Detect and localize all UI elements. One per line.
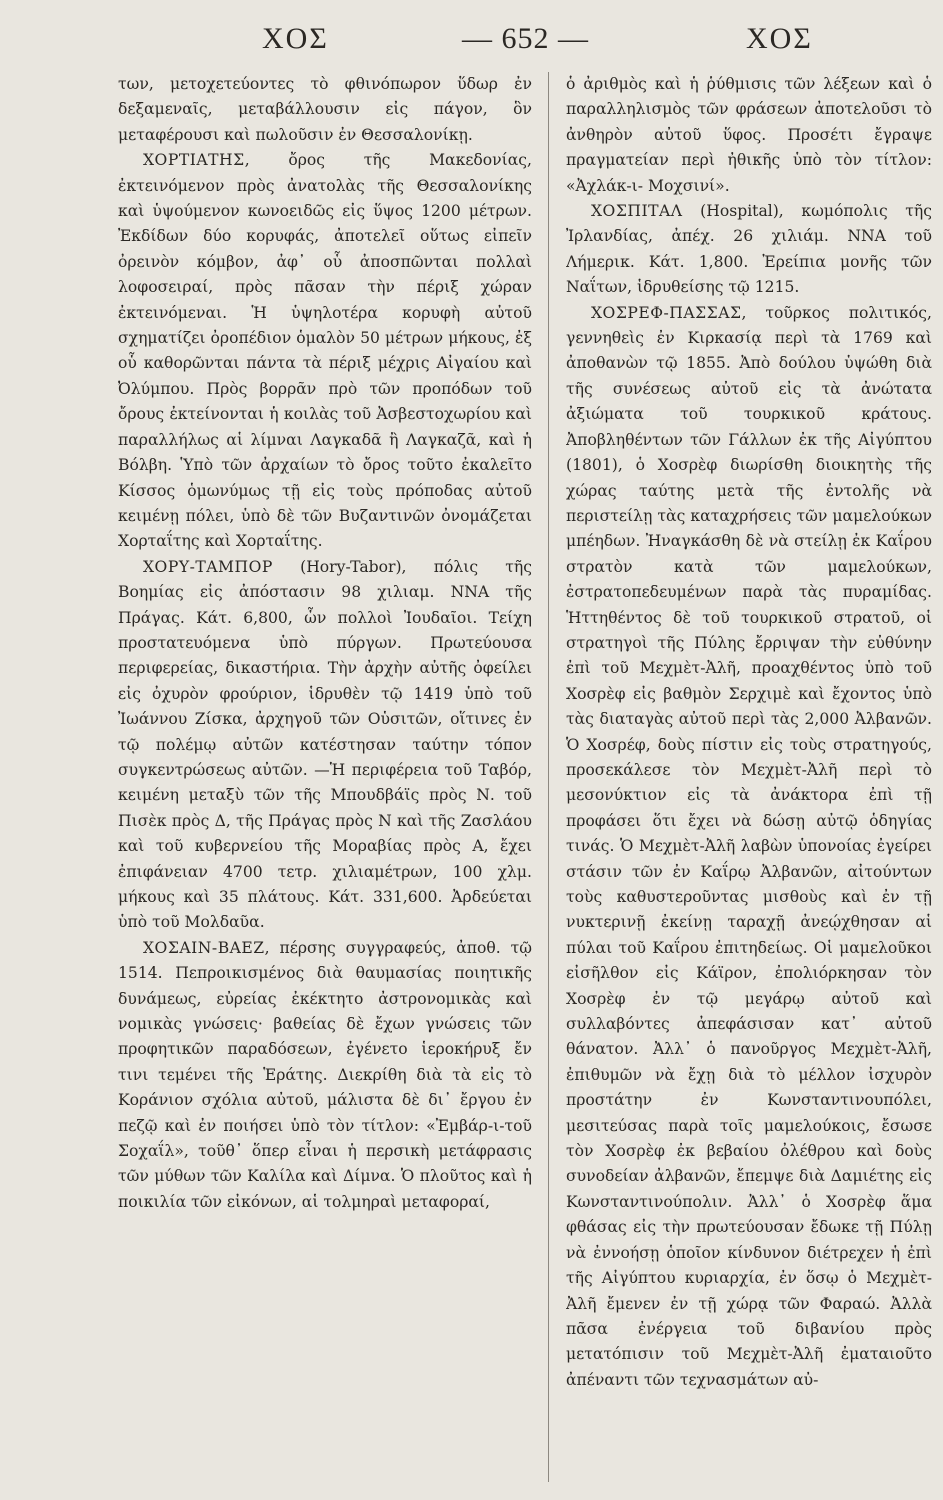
entry-text: των, μετοχετεύοντες τὸ φθινόπωρον ὕδωρ ἐν δεξαμεναῖς, μεταβάλλουσιν εἰς πάγον, ὃν μεταφέρουσι καὶ πωλοῦσιν ἐν Θεσσαλονίκῃ. — [118, 75, 532, 144]
entry-headword: ΧΟΣΠΙΤΑΛ — [590, 202, 683, 221]
entry-continuation — [118, 72, 532, 148]
entry-hory-tabor — [118, 555, 532, 936]
column-divider — [548, 72, 549, 1482]
entry-hosref-pasha — [566, 301, 932, 1393]
entry-text: (Hospital), κωμόπολις τῆς Ἰρλανδίας, ἀπέχ. 26 χιλιάμ. ΝΝΑ τοῦ Λήμερικ. Κάτ. 1,800. Ἐρείπια μονῆς τῶν Ναΐτων, ἱδρυθείσης τῷ 1215. — [566, 202, 932, 297]
header-right-keyword: ΧΟΣ — [746, 22, 813, 55]
entry-hortiatis — [118, 148, 532, 555]
right-column — [566, 72, 932, 1490]
header-left-keyword: ΧΟΣ — [262, 22, 329, 55]
page-number: — 652 — — [462, 22, 589, 55]
entry-text: , τοῦρκος πολιτικός, γεννηθεὶς ἐν Κιρκασίᾳ περὶ τὰ 1769 καὶ ἀποθανὼν τῷ 1855. Ἀπὸ δούλου ὑψώθη διὰ τῆς συνέσεως αὐτοῦ εἰς τὰ ἀνώτατα ἀξιώματα τοῦ τουρκικοῦ κράτους. Ἀποβληθέντων τῶν Γάλλων ἐκ τῆς Αἰγύπτου (1801), ὁ Χοσρὲφ διωρίσθη διοικητὴς τῆς χώρας ταύτης μετὰ τῆς ἐντολῆς νὰ περιστείλῃ τὰς καταχρήσεις τῶν μαμελούκων μπέηδων. Ἠναγκάσθη δὲ νὰ στείλῃ ἐκ Καΐρου στρατὸν κατὰ τῶν μαμελούκων, ἐστρατοπεδευμένων παρὰ τὰς πυραμίδας. Ἡττηθέντος δὲ τοῦ τουρκικοῦ στρατοῦ, οἱ στρατηγοὶ τῆς Πύλης ἔρριψαν τὴν εὐθύνην ἐπὶ τοῦ Μεχμὲτ-Ἀλῆ, προαχθέντος ὑπὸ τοῦ Χοσρὲφ εἰς βαθμὸν Σερχιμὲ καὶ ἔχοντος ὑπὸ τὰς διαταγὰς αὐτοῦ περὶ τὰς 2,000 Ἀλβανῶν. Ὁ Χοσρέφ, δοὺς πίστιν εἰς τοὺς στρατηγούς, προσεκάλεσε τὸν Μεχμὲτ-Ἀλῆ περὶ τὸ μεσονύκτιον εἰς τὰ ἀνάκτορα ἐπὶ τῇ προφάσει ὅτι ἔχει νὰ δώσῃ αὐτῷ ὁδηγίας τινάς. Ὁ Μεχμὲτ-Ἀλῆ λαβὼν ὑπονοίας ἐγείρει στάσιν τῶν ἐν Καΐρῳ Ἀλβανῶν, αἰτούντων τοὺς καθυστεροῦντας μισθοὺς καὶ ἐν τῇ νυκτερινῇ ἐκείνῃ ταραχῇ ἀνεῴχθησαν αἱ πύλαι τοῦ Καΐρου ἐπιτηδείως. Οἱ μαμελοῦκοι εἰσῆλθον εἰς Κάϊρον, ἐπολιόρκησαν τὸν Χοσρὲφ ἐν τῷ μεγάρῳ αὐτοῦ καὶ συλλαβόντες ἀπεφάσισαν κατ᾽ αὐτοῦ θάνατον. Ἀλλ᾽ ὁ πανοῦργος Μεχμὲτ-Ἀλῆ, ἐπιθυμῶν νὰ ἔχῃ διὰ τὸ μέλλον ἰσχυρὸν προστάτην ἐν Κωνσταντινουπόλει, μεσιτεύσας παρὰ τοῖς μαμελούκοις, ἔσωσε τὸν Χοσρὲφ ἐκ βεβαίου ὀλέθρου καὶ δοὺς συνοδείαν ἀλβανῶν, ἔπεμψε διὰ Δαμιέτης εἰς Κωνσταντινούπολιν. Ἀλλ᾽ ὁ Χοσρὲφ ἅμα φθάσας εἰς τὴν πρωτεύουσαν ἔδωκε τῇ Πύλῃ νὰ ἐννοήσῃ ὁποῖον κίνδυνον διέτρεχεν ἡ ἐπὶ τῆς Αἰγύπτου κυριαρχία, ἐν ὅσῳ ὁ Μεχμὲτ-Ἀλῆ ἔμενεν ἐν τῇ χώρᾳ τῶν Φαραώ. Ἀλλὰ πᾶσα ἐνέργεια τοῦ διβανίου πρὸς μετατόπισιν τοῦ Μεχμὲτ-Ἀλῆ ἐματαιοῦτο ἀπέναντι τῶν τεχνασμάτων αὐ- — [566, 303, 932, 1389]
page-header — [0, 22, 943, 62]
entry-text: (Hory-Tabor), πόλις τῆς Βοημίας εἰς ἀπόστασιν 98 χιλιαμ. ΝΝΑ τῆς Πράγας. Κάτ. 6,800, ὧν πολλοὶ Ἰουδαῖοι. Τείχη προστατευόμενα ὑπὸ πύργων. Πρωτεύουσα περιφερείας, δικαστήρια. Τὴν ἀρχὴν αὐτῆς ὀφείλει εἰς ὀχυρὸν φρούριον, ἱδρυθὲν τῷ 1419 ὑπὸ τοῦ Ἰωάννου Ζίσκα, ἀρχηγοῦ τῶν Οὑσιτῶν, οἵτινες ἐν τῷ πολέμῳ αὐτῶν κατέστησαν ταύτην τόπον συγκεντρώσεως αὐτῶν. —Ἡ περιφέρεια τοῦ Ταβόρ, κειμένη μεταξὺ τῶν τῆς Μπουδβάϊς πρὸς Ν. τοῦ Πισὲκ πρὸς Δ, τῆς Πράγας πρὸς Ν καὶ τῆς Ζασλάου καὶ τοῦ κυβερνείου τῆς Μοραβίας πρὸς Α, ἔχει ἐπιφάνειαν 4700 τετρ. χιλιαμέτρων, 100 χλμ. μήκους καὶ 35 πλάτους. Κάτ. 331,600. Ἀρδεύεται ὑπὸ τοῦ Μολδαῦα. — [118, 557, 532, 932]
entry-continuation — [566, 72, 932, 199]
entry-headword: ΧΟΣΑΙΝ-ΒΑΕΖ — [142, 938, 265, 957]
entry-hosain-baez — [118, 936, 532, 1215]
entry-headword: ΧΟΡΥ-ΤΑΜΠΟΡ — [142, 557, 273, 576]
entry-headword: ΧΟΡΤΙΑΤΗΣ — [142, 151, 245, 170]
entry-text: , ὄρος τῆς Μακεδονίας, ἐκτεινόμενον πρὸς ἀνατολὰς τῆς Θεσσαλονίκης καὶ ὑψούμενον κωνοειδῶς εἰς ὕψος 1200 μέτρων. Ἐκδίδων δύο κορυφάς, ἀποτελεῖ οὕτως εἰπεῖν ὀρεινὸν κόμβον, ἀφ᾽ οὗ ἀποσπῶνται πολλαὶ λοφοσειραί, πρὸς πᾶσαν τὴν πέριξ χώραν ἐκτεινόμεναι. Ἡ ὑψηλοτέρα κορυφὴ αὐτοῦ σχηματίζει ὀροπέδιον ὁμαλὸν 50 μέτρων μήκους, ἐξ οὗ καθορῶνται πάντα τὰ πέριξ μέχρις Αἰγαίου καὶ Ὀλύμπου. Πρὸς βορρᾶν πρὸ τῶν προπόδων τοῦ ὄρους ἐκτείνονται ἡ κοιλὰς τοῦ Ἀσβεστοχωρίου καὶ παραλλήλως αἱ λίμναι Λαγκαδᾶ ἢ Λαγκαζᾶ, καὶ ἡ Βόλβη. Ὑπὸ τῶν ἀρχαίων τὸ ὄρος τοῦτο ἐκαλεῖτο Κίσσος ὁμωνύμως τῇ εἰς τοὺς πρόποδας αὐτοῦ κειμένῃ πόλει, ὑπὸ δὲ τῶν Βυζαντινῶν ὀνομάζεται Χορταΐτης καὶ Χορταΐτης. — [118, 151, 532, 551]
entry-hospital — [566, 199, 932, 301]
left-column — [118, 72, 532, 1490]
entry-text: , πέρσης συγγραφεύς, ἀποθ. τῷ 1514. Πεπροικισμένος διὰ θαυμασίας ποιητικῆς δυνάμεως, εὐρείας ἐκέκτητο ἀστρονομικὰς καὶ νομικὰς γνώσεις· βαθείας δὲ ἔχων γνώσεις τῶν προφητικῶν παραδόσεων, ἐγένετο ἱεροκήρυξ ἔν τινι τεμένει τῆς Ἑράτης. Διεκρίθη διὰ τὰ εἰς τὸ Κοράνιον σχόλια αὐτοῦ, μάλιστα δὲ δι᾽ ἔργου ἐν πεζῷ καὶ ἐν ποιήσει ὑπὸ τὸν τίτλον: «Ἐμβάρ-ι-τοῦ Σοχαΐλ», τοῦθ᾽ ὅπερ εἶναι ἡ περσικὴ μετάφρασις τῶν μύθων τῶν Καλίλα καὶ Δίμνα. Ὁ πλοῦτος καὶ ἡ ποικιλία τῶν εἰκόνων, αἱ τολμηραὶ μεταφοραί, — [118, 938, 532, 1211]
entry-text: ὁ ἀριθμὸς καὶ ἡ ῥύθμισις τῶν λέξεων καὶ ὁ παραλληλισμὸς τῶν φράσεων ἀποτελοῦσι τὸ ἀνθηρὸν αὐτοῦ ὕφος. Προσέτι ἔγραψε πραγματείαν περὶ ἠθικῆς ὑπὸ τὸν τίτλον: «Ἀχλάκ-ι- Μοχσινί». — [566, 75, 932, 195]
entry-headword: ΧΟΣΡΕΦ-ΠΑΣΣΑΣ — [590, 303, 742, 322]
